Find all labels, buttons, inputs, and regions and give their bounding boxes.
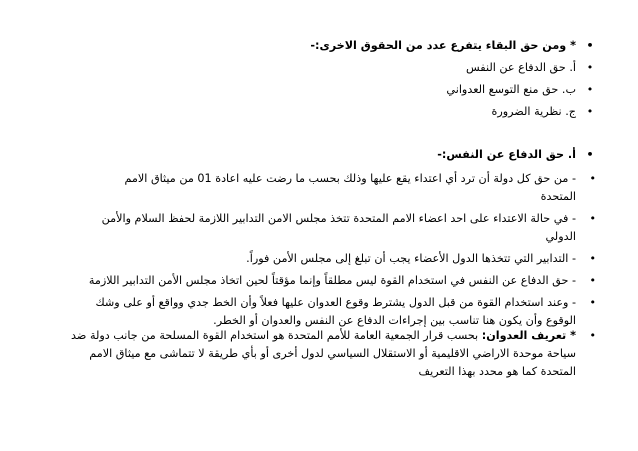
list-item: [41, 294, 596, 330]
list-item: [41, 57, 596, 79]
self-defense-section: [41, 144, 596, 330]
definition-paragraph: [41, 327, 596, 381]
list-item-text: أ. حق الدفاع عن النفس: [466, 61, 576, 74]
paragraph-line: - وعند استخدام القوة من قبل الدول يشترط وقوع العدوان عليها فعلاً وأن الخط جدي وواقع أو على وشك: [95, 296, 576, 309]
list-item-text: ب. حق منع التوسع العدواني: [446, 83, 576, 96]
paragraph-line: المتحدة: [540, 190, 576, 203]
list-item: [41, 79, 596, 101]
paragraph-line: - من حق كل دولة أن ترد أي اعتداء يقع عليها وذلك بحسب ما رضت عليه اعادة 01 من ميثاق الامم: [124, 172, 576, 185]
rights-list: [41, 35, 596, 123]
bullet-icon: •: [586, 61, 594, 74]
paragraph-line: - التدابير التي تتخذها الدول الأعضاء يجب أن تبلغ إلى مجلس الأمن فوراً.: [246, 252, 576, 265]
list-item: [41, 210, 596, 246]
list-item: [41, 170, 596, 206]
bullet-icon: •: [589, 274, 596, 287]
bullet-icon: •: [589, 212, 596, 225]
list-item: [41, 250, 596, 268]
list-item: [41, 272, 596, 290]
definition-line: المتحدة كما هو محدد بهذا التعريف: [418, 365, 576, 378]
bullet-icon: •: [589, 252, 596, 265]
self-defense-heading-text: أ. حق الدفاع عن النفس:-: [437, 148, 576, 161]
rights-heading-text: * ومن حق البقاء يتفرع عدد من الحقوق الاخرى:-: [310, 39, 576, 52]
bullet-icon: •: [586, 148, 594, 161]
bullet-icon: •: [589, 296, 596, 309]
definition-text: بحسب قرار الجمعية العامة للأمم المتحدة هو استخدام القوة المسلحة من جانب دولة ضد: [71, 329, 482, 342]
rights-heading: [41, 35, 596, 57]
paragraph-line: الدولي: [545, 230, 576, 243]
list-item-text: ج. نظرية الضرورة: [491, 105, 576, 118]
bullet-icon: •: [586, 105, 594, 118]
paragraph-line: الوقوع وأن يكون هنا تناسب بين إجراءات الدفاع عن النفس والعدوان أو الخطر.: [213, 314, 576, 327]
aggression-definition: [41, 327, 596, 381]
paragraph-line: - حق الدفاع عن النفس في استخدام القوة ليس مطلقاً وإنما مؤقتاً لحين اتخاذ مجلس الأمن التدابير اللازمة: [88, 274, 576, 287]
bullet-icon: •: [589, 172, 596, 185]
bullet-icon: •: [586, 83, 594, 96]
list-item: [41, 101, 596, 123]
definition-term: * تعريف العدوان:: [481, 329, 576, 342]
bullet-icon: •: [586, 39, 594, 52]
self-defense-heading: [41, 144, 596, 166]
paragraph-line: - في حالة الاعتداء على احد اعضاء الامم المتحدة تتخذ مجلس الامن التدابير اللازمة لحفظ السلام والأمن: [101, 212, 576, 225]
bullet-icon: •: [589, 329, 596, 342]
definition-line: سياحة موحدة الاراضي الاقليمية أو الاستقلال السياسي لدول أخرى أو بأي طريقة لا تتماشى مع ميثاق الامم: [89, 347, 576, 360]
definition-line: [41, 327, 576, 345]
